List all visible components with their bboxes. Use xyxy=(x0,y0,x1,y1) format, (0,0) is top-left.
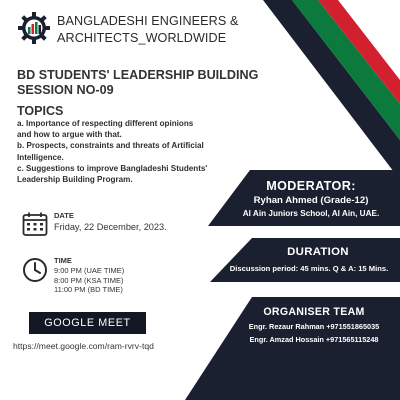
calendar-icon xyxy=(22,211,48,237)
session-title-line2: SESSION NO-09 xyxy=(17,83,114,97)
organiser-title: ORGANISER TEAM xyxy=(263,306,365,318)
organiser-member: Engr. Rezaur Rahman +971551865035 xyxy=(248,322,380,331)
duration-panel xyxy=(210,238,400,282)
topics-heading: TOPICS xyxy=(17,104,64,118)
org-name-line1: BANGLADESHI ENGINEERS & xyxy=(57,14,239,28)
duration-title: DURATION xyxy=(287,246,349,258)
time-ksa: 8:00 PM (KSA TIME) xyxy=(54,275,124,285)
moderator-school: Al Ain Juniors School, Al Ain, UAE. xyxy=(242,209,380,218)
gear-logo-icon xyxy=(16,10,52,46)
session-title-line1: BD STUDENTS' LEADERSHIP BUILDING xyxy=(17,68,259,82)
organiser-member: Engr. Amzad Hossain +971565115248 xyxy=(249,335,379,344)
topic-item: b. Prospects, constraints and threats of Artificial Intelligence. xyxy=(17,141,204,162)
moderator-title: MODERATOR: xyxy=(266,179,356,193)
meet-link[interactable]: https://meet.google.com/ram-rvrv-tqd xyxy=(13,341,154,351)
moderator-name: Ryhan Ahmed (Grade-12) xyxy=(253,195,369,206)
session-title xyxy=(17,68,258,98)
google-meet-button[interactable]: GOOGLE MEET xyxy=(29,312,146,334)
topic-item: a. Importance of respecting different opinions and how to argue with that. xyxy=(17,119,194,140)
org-name-line2: ARCHITECTS_WORLDWIDE xyxy=(57,31,227,45)
topic-item: c. Suggestions to improve Bangladeshi Students' Leadership Building Program. xyxy=(17,163,208,185)
time-uae: 9:00 PM (UAE TIME) xyxy=(54,266,125,275)
time-bd: 11:00 PM (BD TIME) xyxy=(54,285,123,295)
date-label: DATE xyxy=(54,211,74,220)
time-list xyxy=(54,266,124,295)
clock-icon xyxy=(22,257,48,283)
organisation-name xyxy=(57,13,238,47)
duration-text: Discussion period: 45 mins. Q & A: 15 Mins. xyxy=(229,264,389,273)
topics-list xyxy=(17,118,272,185)
time-label: TIME xyxy=(54,256,72,265)
date-value: Friday, 22 December, 2023. xyxy=(54,222,167,232)
